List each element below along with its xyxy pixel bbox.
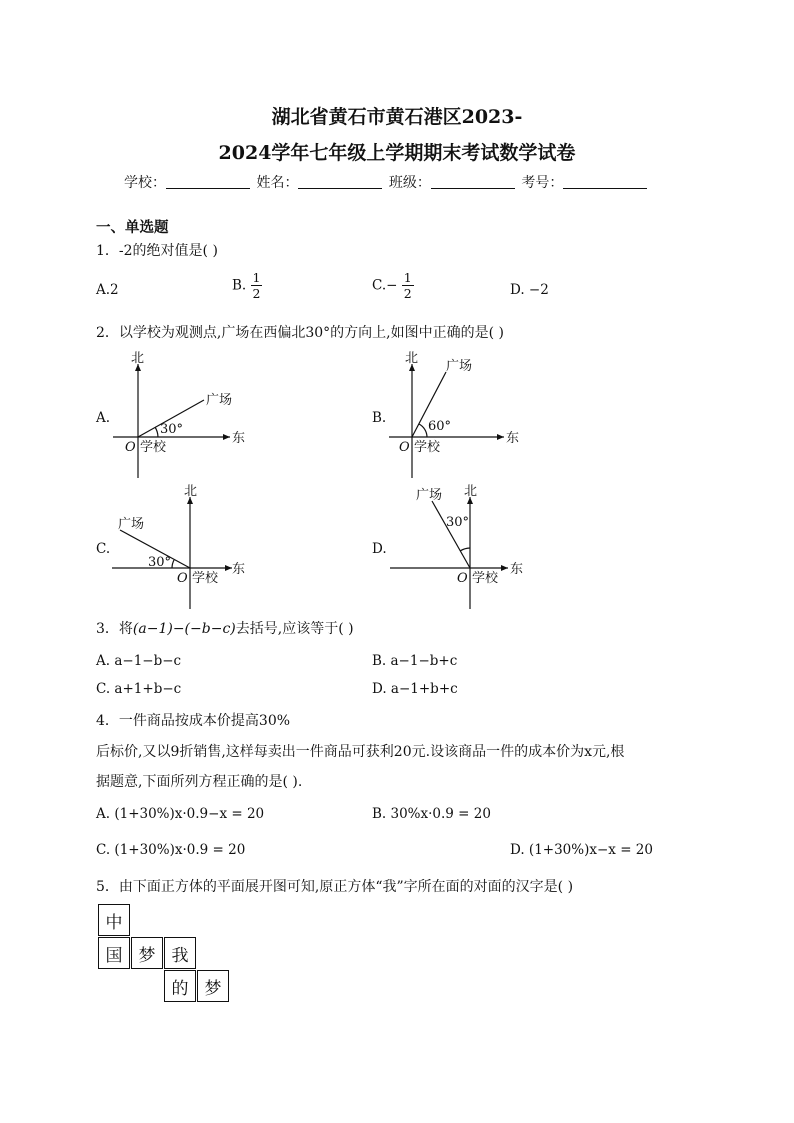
class-label: 班级： [388, 175, 431, 191]
q1-b-prefix: B. [232, 277, 247, 294]
q3-stem-pre: 3．将 [96, 621, 133, 637]
diagA-square-label: 广场 [206, 393, 233, 408]
q4-option-c: C. (1+30%)x·0.9 = 20 [96, 842, 246, 858]
q4-option-d: D. (1+30%)x−x = 20 [510, 842, 653, 858]
q1-c-den: 2 [403, 286, 412, 301]
id-label: 考号： [521, 175, 564, 191]
q3-expression: (a−1)−(−b−c) [132, 621, 236, 637]
diagD-origin-label: O [457, 571, 468, 586]
q1-c-num: 1 [403, 270, 412, 285]
school-label: 学校： [124, 175, 166, 191]
q2-option-d-label: D. [372, 541, 387, 557]
net-cell-wo: 我 [164, 937, 196, 969]
q2-option-a-label: A. [96, 410, 111, 426]
doc-title-line1: 湖北省黄石市黄石港区2023- [271, 106, 523, 128]
diagB-square-label: 广场 [446, 359, 473, 374]
diagA-angle-label: 30° [160, 422, 184, 437]
diagA-east-label: 东 [232, 431, 246, 446]
q1-b-num: 1 [252, 270, 261, 285]
diagB-origin-label: O [399, 440, 410, 455]
q4-line1: 4．一件商品按成本价提高30% [96, 713, 291, 729]
net-cell-zhong: 中 [98, 904, 130, 936]
q4-option-b: B. 30%x·0.9 = 20 [372, 806, 491, 822]
q1-option-d: D. −2 [510, 282, 549, 298]
diagC-north-label: 北 [184, 484, 198, 499]
diagB-angle-arc [419, 424, 427, 437]
q1-option-a: A.2 [96, 282, 119, 298]
diagD-angle-label: 30° [446, 515, 470, 530]
q4-line3: 据题意,下面所列方程正确的是( ). [96, 774, 303, 790]
net-cell-meng-2: 梦 [197, 970, 229, 1002]
q4-line2: 后标价,又以9折销售,这样每卖出一件商品可获利20元.设该商品一件的成本价为x元,根 [96, 744, 625, 760]
diagD-east-label: 东 [510, 562, 524, 577]
diagD-school-label: 学校 [472, 571, 499, 586]
q5-stem: 5．由下面正方体的平面展开图可知,原正方体“我”字所在面的对面的汉字是( ) [96, 879, 574, 895]
q3-option-d: D. a−1+b+c [372, 681, 458, 697]
q2-option-b-label: B. [372, 410, 387, 426]
q3-stem-post: 去括号,应该等于( ) [235, 621, 354, 637]
net-cell-guo: 国 [98, 937, 130, 969]
diagD-square-label: 广场 [416, 488, 443, 503]
q4-option-a: A. (1+30%)x·0.9−x = 20 [96, 806, 265, 822]
diagC-square-label: 广场 [118, 517, 145, 532]
q3-stem [96, 618, 354, 638]
diagB-angle-label: 60° [428, 419, 452, 434]
diagD-north-label: 北 [464, 484, 478, 499]
diagA-school-label: 学校 [140, 440, 167, 455]
diagB-north-label: 北 [405, 351, 419, 366]
q1-b-den: 2 [252, 286, 261, 301]
diagC-school-label: 学校 [192, 571, 219, 586]
name-label: 姓名： [256, 175, 299, 191]
diagB-school-label: 学校 [414, 440, 441, 455]
q3-option-c: C. a+1+b−c [96, 681, 182, 697]
q2-stem: 2．以学校为观测点,广场在西偏北30°的方向上,如图中正确的是( ) [96, 325, 504, 341]
diagD-ray [432, 501, 470, 568]
diagA-north-label: 北 [131, 351, 145, 366]
q2-option-c-label: C. [96, 541, 111, 557]
q1-c-prefix: C.− [372, 277, 398, 294]
q3-option-b: B. a−1−b+c [372, 653, 458, 669]
diagC-origin-label: O [177, 571, 188, 586]
diagB-east-label: 东 [506, 431, 520, 446]
section-heading: 一、单选题 [96, 219, 169, 236]
diagC-angle-label: 30° [148, 555, 172, 570]
diagA-origin-label: O [125, 440, 136, 455]
net-cell-meng-1: 梦 [131, 937, 163, 969]
diagD-angle-arc [460, 548, 470, 551]
diagA-angle-arc [155, 427, 158, 437]
q3-option-a: A. a−1−b−c [96, 653, 182, 669]
net-cell-de: 的 [164, 970, 196, 1002]
diagC-angle-arc [172, 560, 174, 568]
diagC-east-label: 东 [232, 562, 246, 577]
doc-title-line2: 2024学年七年级上学期期末考试数学试卷 [218, 142, 576, 164]
q1-stem: 1．-2的绝对值是( ) [96, 243, 218, 259]
